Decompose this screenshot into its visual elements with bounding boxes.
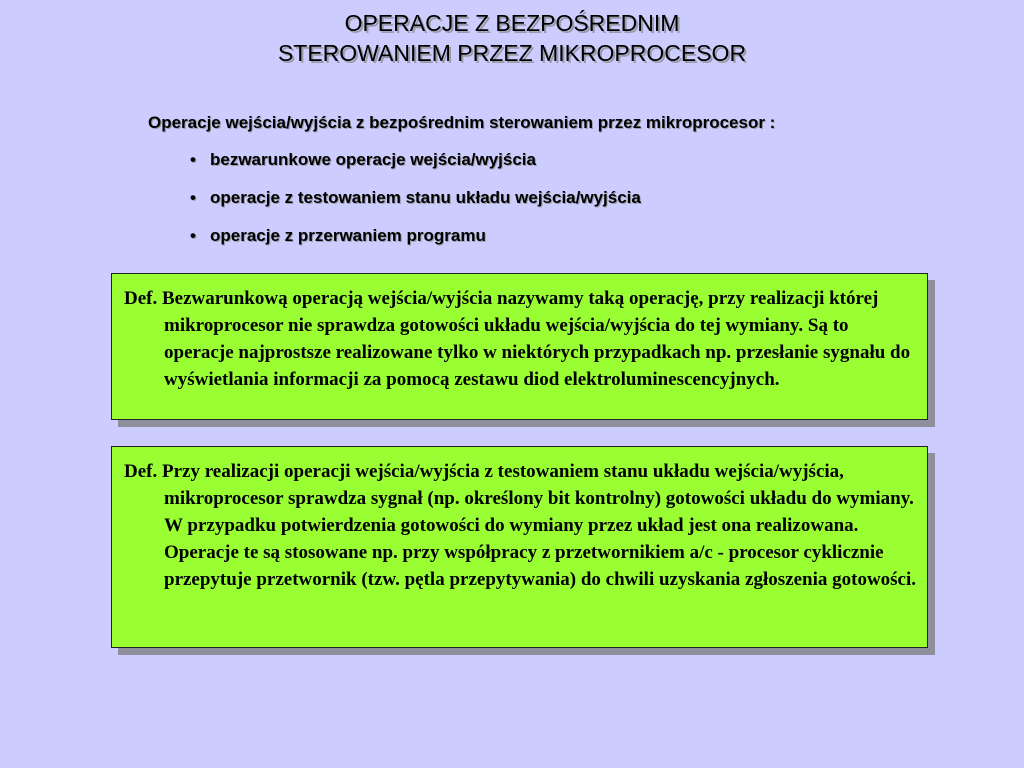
bullet-item (190, 226, 641, 264)
bullet-text: operacje z przerwaniem programu (210, 226, 486, 245)
definition-box-status-testing (111, 446, 928, 648)
bullet-dot-icon: • (190, 150, 196, 169)
slide-title (0, 8, 1024, 68)
definition-text: Def. Bezwarunkową operacją wejścia/wyjścia nazywamy taką operację, przy realizacji której mikroprocesor nie sprawdza gotowości układu wejścia/wyjścia do tej wymiany. Są to operacje najprostsze realizowane tylko w niektórych przypadkach np. przesłanie sygnału do wyświetlania informacji za pomocą zestawu diod elektroluminescencyjnych. (124, 288, 911, 390)
intro-text: Operacje wejścia/wyjścia z bezpośrednim sterowaniem przez mikroprocesor : (148, 113, 776, 132)
definition-box-unconditional (111, 273, 928, 420)
bullet-dot-icon: • (190, 226, 196, 245)
bullet-item (190, 150, 641, 188)
title-line-2: STEROWANIEM PRZEZ MIKROPROCESOR (277, 40, 747, 66)
title-line-1: OPERACJE Z BEZPOŚREDNIM (344, 10, 680, 36)
bullet-text: operacje z testowaniem stanu układu wejścia/wyjścia (210, 188, 641, 207)
bullet-item (190, 188, 641, 226)
bullet-list (190, 150, 641, 264)
bullet-dot-icon: • (190, 188, 196, 207)
definition-text: Def. Przy realizacji operacji wejścia/wyjścia z testowaniem stanu układu wejścia/wyjścia, mikroprocesor sprawdza sygnał (np. określony bit kontrolny) gotowości układu do wymiany. W przypadku potwierdzenia gotowości do wymiany przez układ jest ona realizowana. Operacje te są stosowane np. przy współpracy z przetwornikiem a/c - procesor cyklicznie przepytuje przetwornik (tzw. pętla przepytywania) do chwili uzyskania zgłoszenia gotowości. (124, 461, 917, 590)
bullet-text: bezwarunkowe operacje wejścia/wyjścia (210, 150, 536, 169)
